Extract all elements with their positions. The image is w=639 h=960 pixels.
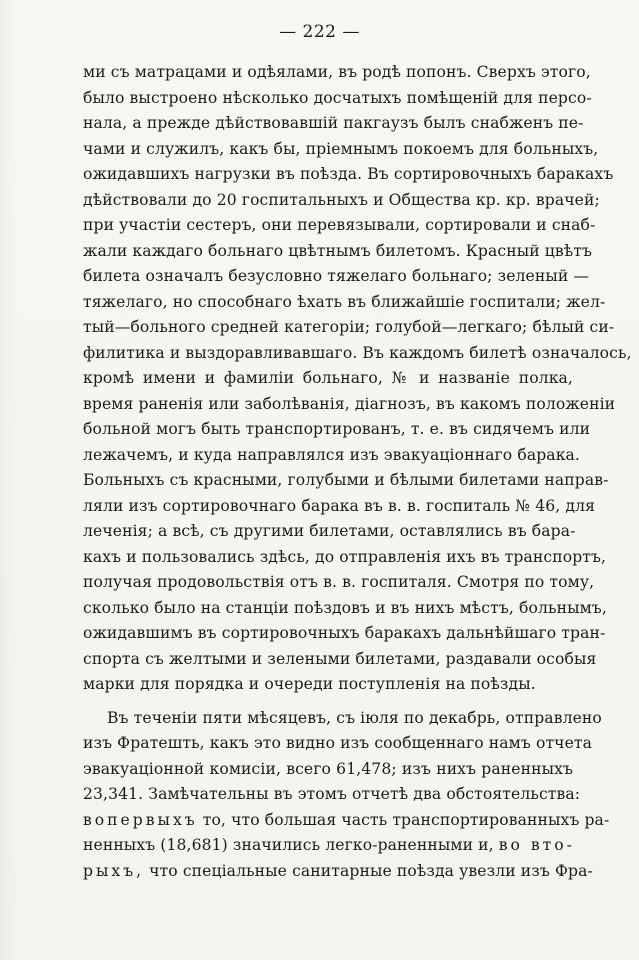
- text-line: было выстроено нѣсколько досчатыхъ помѣщеній для персо-: [83, 88, 592, 107]
- spaced-word: вопервыхъ: [83, 810, 198, 829]
- text-line: [83, 859, 593, 885]
- text-line: дѣйствовали до 20 госпитальныхъ и Общества кр. кр. врачей;: [83, 190, 600, 209]
- text-line: при участіи сестеръ, они перевязывали, сортировали и снаб-: [83, 216, 596, 234]
- text-line: спорта съ желтыми и зелеными билетами, раздавали особыя: [83, 649, 597, 668]
- text-line: время раненія или заболѣванія, діагнозъ, въ какомъ положеніи: [83, 394, 616, 413]
- text-line: эвакуаціонной комисіи, всего 61,478; изъ нихъ раненныхъ: [83, 759, 573, 778]
- text-line: больной могъ быть транспортированъ, т. е. въ сидячемъ или: [83, 420, 591, 438]
- text-run: ненныхъ (18,681) значились легко-раненными и,: [83, 836, 499, 854]
- text-line: ожидавшимъ въ сортировочныхъ баракахъ дальнѣйшаго тран-: [83, 624, 606, 642]
- text-line: сколько было на станціи поѣздовъ и въ нихъ мѣстъ, больнымъ,: [83, 598, 607, 617]
- text-run: что спеціальные санитарные поѣзда увезли изъ Фра-: [144, 861, 593, 880]
- text-line: ожидавшихъ нагрузки въ поѣзда. Въ сортировочныхъ баракахъ: [83, 165, 614, 183]
- text-line: ляли изъ сортировочнаго барака въ в. в. госпиталь № 46, для: [83, 496, 596, 515]
- text-line: [83, 808, 610, 834]
- text-line: билета означалъ безусловно тяжелаго больнаго; зеленый —: [83, 267, 590, 285]
- text-line: нала, а прежде дѣйствовавшій пакгаузъ былъ снабженъ пе-: [83, 114, 584, 132]
- text-line: филитика и выздоравливавшаго. Въ каждомъ билетѣ означалось,: [83, 343, 632, 362]
- text-line: тый—больного средней категоріи; голубой—легкаго; бѣлый си-: [83, 318, 615, 336]
- text-line: 23,341. Замѣчательны въ этомъ отчетѣ два обстоятельства:: [83, 785, 581, 803]
- text-line: лежачемъ, и куда направлялся изъ эвакуаціоннаго барака.: [83, 445, 580, 464]
- text-line: кромѣ имени и фамиліи больнаго, № и названіе полка,: [83, 369, 573, 387]
- spaced-word: рыхъ,: [83, 861, 145, 880]
- text-line: получая продовольствія отъ в. в. госпиталя. Смотря по тому,: [83, 573, 595, 591]
- text-line: марки для порядка и очереди поступленія на поѣзды.: [83, 675, 536, 693]
- paragraph-2: [83, 706, 610, 885]
- text-line: жали каждаго больнаго цвѣтнымъ билетомъ. Красный цвѣтъ: [83, 241, 593, 260]
- text-line: леченія; а всѣ, съ другими билетами, оставлялись въ бара-: [83, 522, 576, 540]
- text-line: Въ теченіи пяти мѣсяцевъ, съ іюля по декабрь, отправлено: [107, 708, 602, 727]
- text-line: кахъ и пользовались здѣсь, до отправленія ихъ въ транспортъ,: [83, 547, 607, 566]
- page-number: — 222 —: [279, 22, 360, 42]
- text-line: чами и служилъ, какъ бы, пріемнымъ покоемъ для больныхъ,: [83, 139, 599, 158]
- text-line: изъ Фратешть, какъ это видно изъ сообщеннаго намъ отчета: [83, 734, 593, 752]
- text-line: [83, 833, 573, 859]
- text-line: Больныхъ съ красными, голубыми и бѣлыми билетами направ-: [83, 471, 609, 489]
- page-text: [83, 60, 632, 884]
- text-line: тяжелаго, но способнаго ѣхать въ ближайшіе госпитали; жел-: [83, 292, 606, 311]
- text-run: то, что большая часть транспортированныхъ ра-: [197, 810, 610, 829]
- spaced-word: во вто-: [498, 836, 575, 854]
- text-line: ми съ матрацами и одѣялами, въ родѣ попонъ. Сверхъ этого,: [83, 63, 591, 81]
- paragraph-1: [83, 60, 632, 698]
